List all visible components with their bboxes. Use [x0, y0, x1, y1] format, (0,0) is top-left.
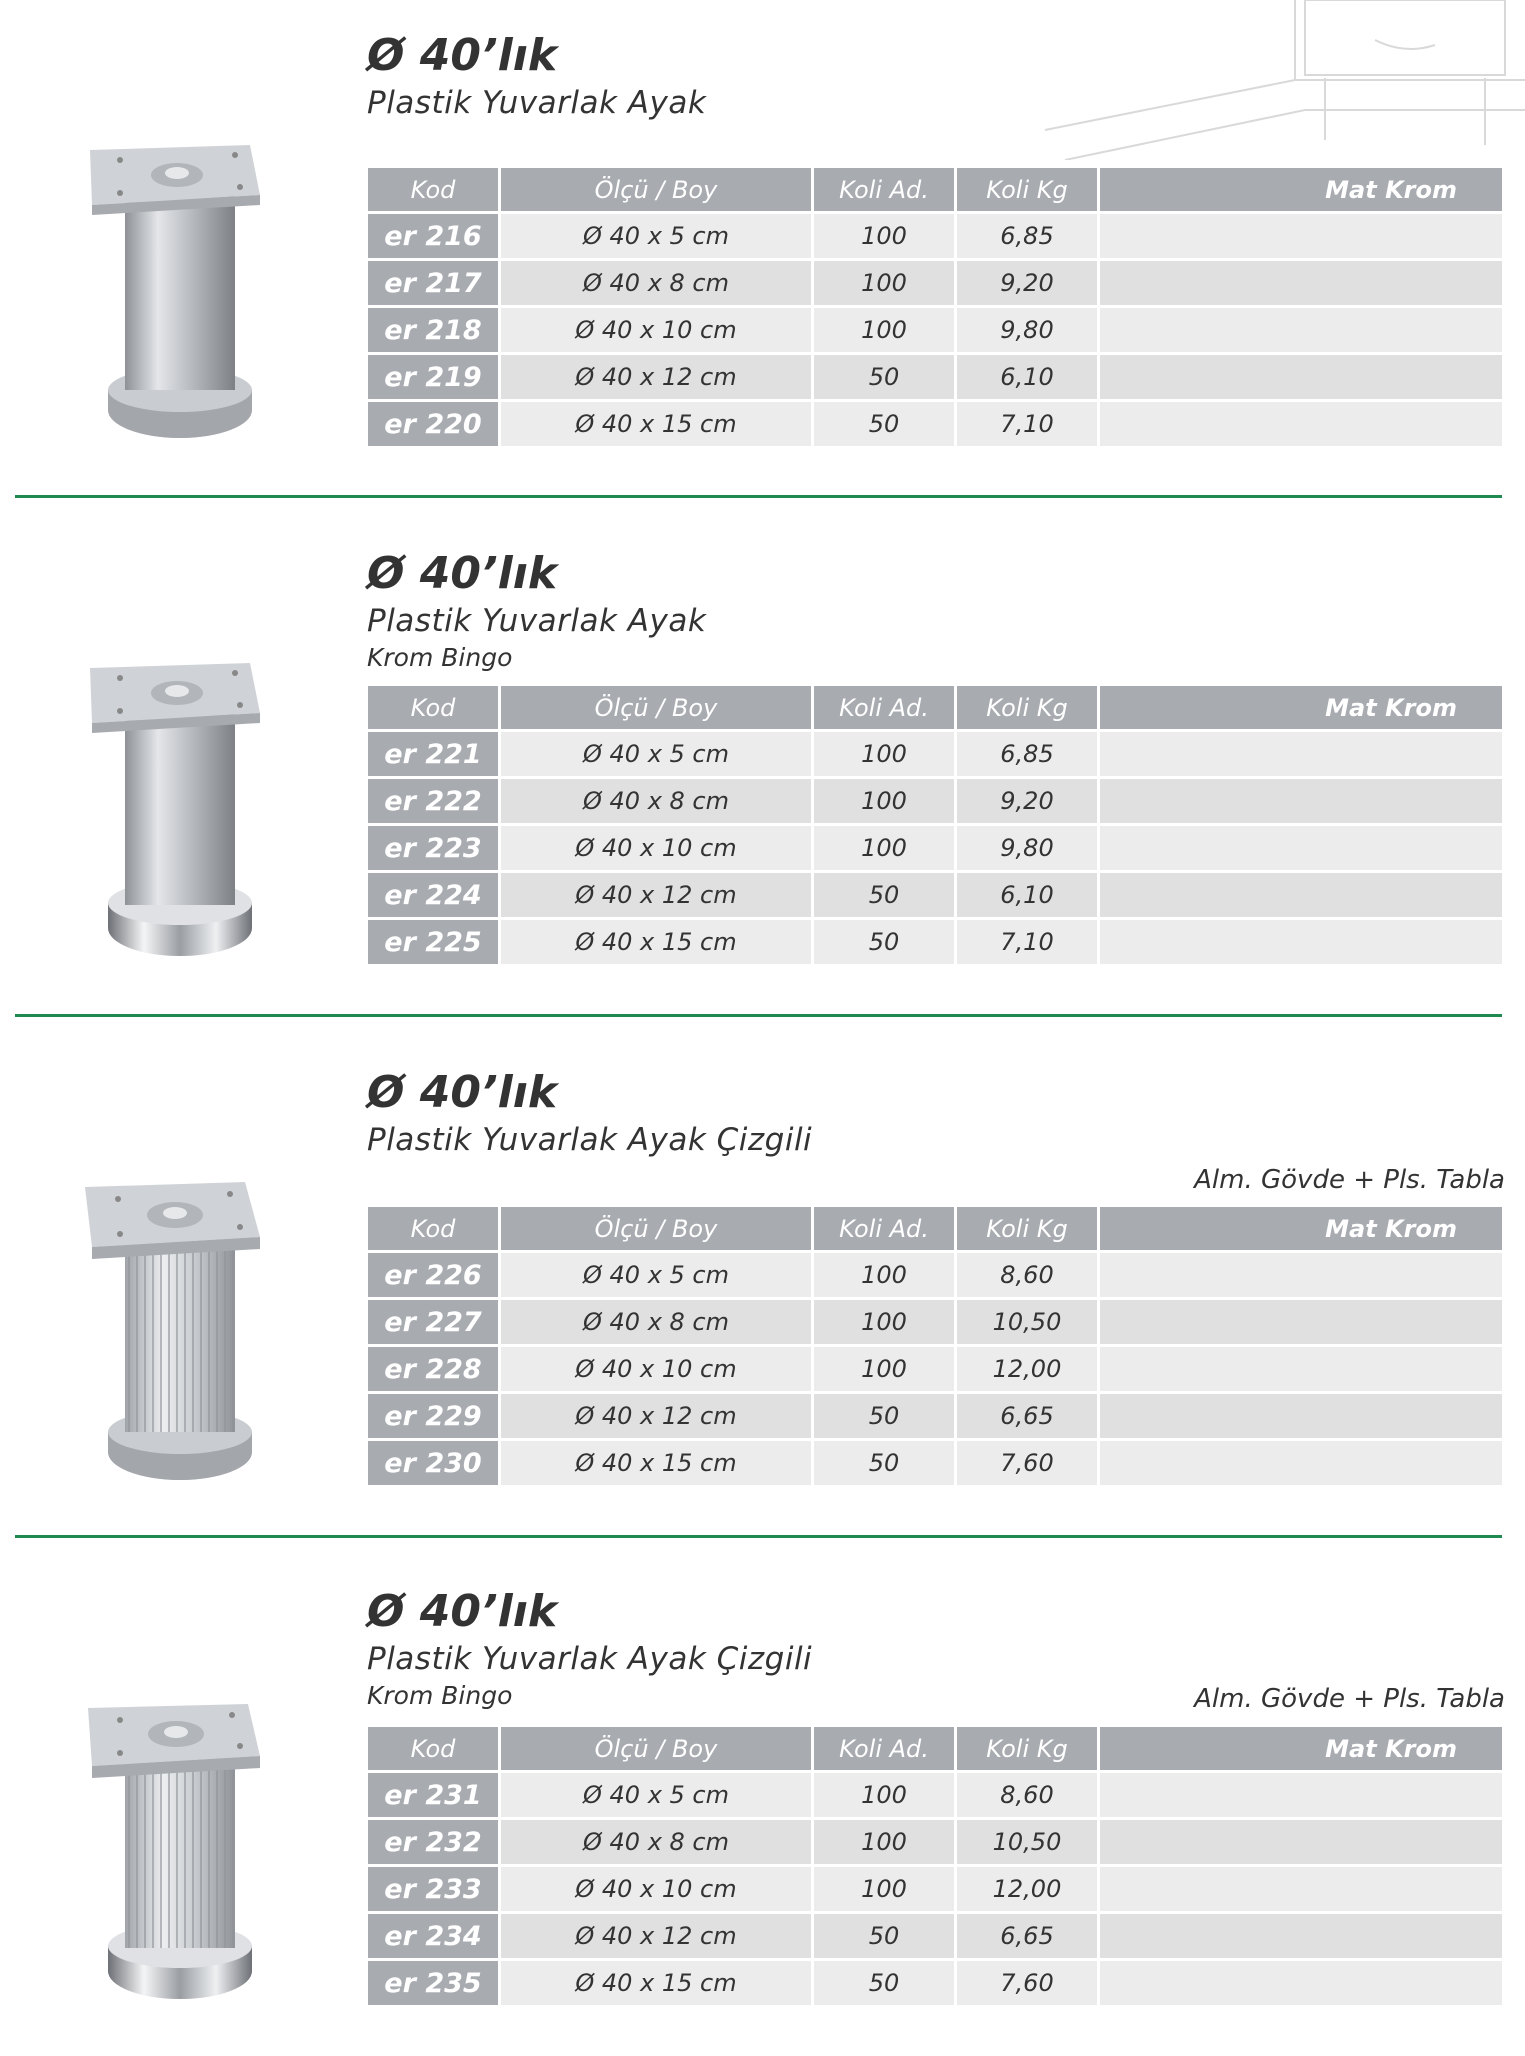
section-divider	[15, 1014, 1502, 1017]
col-header-code: Kod	[368, 1727, 498, 1770]
row-kg: 10,50	[957, 1820, 1097, 1864]
row-kg: 10,50	[957, 1300, 1097, 1344]
ribbed-leg-chrome-icon	[80, 1696, 280, 2016]
product-section-3	[0, 1037, 1525, 1537]
table-header-row	[368, 686, 1502, 729]
row-qty: 50	[814, 1961, 954, 2005]
row-finish	[1100, 1773, 1502, 1817]
row-qty: 100	[814, 826, 954, 870]
col-header-qty: Koli Ad.	[814, 1207, 954, 1250]
row-qty: 50	[814, 1441, 954, 1485]
col-header-finish: Mat Krom	[1100, 686, 1502, 729]
row-code: er 234	[368, 1914, 498, 1958]
row-kg: 9,20	[957, 261, 1097, 305]
section-title: Ø 40’lık	[367, 1586, 558, 1637]
row-size: Ø 40 x 10 cm	[501, 1347, 811, 1391]
row-kg: 6,10	[957, 355, 1097, 399]
section-note: Alm. Gövde + Pls. Tabla	[1194, 1684, 1505, 1714]
row-finish	[1100, 1820, 1502, 1864]
row-size: Ø 40 x 15 cm	[501, 1441, 811, 1485]
section-variant: Krom Bingo	[367, 643, 513, 672]
row-kg: 7,10	[957, 402, 1097, 446]
table-row	[368, 1300, 1502, 1344]
row-qty: 100	[814, 779, 954, 823]
row-finish	[1100, 1441, 1502, 1485]
col-header-code: Kod	[368, 1207, 498, 1250]
row-code: er 233	[368, 1867, 498, 1911]
table-row	[368, 308, 1502, 352]
row-kg: 6,85	[957, 732, 1097, 776]
row-code: er 235	[368, 1961, 498, 2005]
row-code: er 219	[368, 355, 498, 399]
row-finish	[1100, 261, 1502, 305]
row-kg: 7,60	[957, 1441, 1097, 1485]
row-size: Ø 40 x 8 cm	[501, 1820, 811, 1864]
col-header-size: Ölçü / Boy	[501, 1727, 811, 1770]
row-kg: 7,10	[957, 920, 1097, 964]
row-qty: 100	[814, 1867, 954, 1911]
row-qty: 100	[814, 1253, 954, 1297]
section-title: Ø 40’lık	[367, 548, 558, 599]
col-header-qty: Koli Ad.	[814, 686, 954, 729]
spec-table	[365, 1724, 1505, 2008]
row-code: er 224	[368, 873, 498, 917]
row-qty: 100	[814, 1820, 954, 1864]
product-section-2	[0, 518, 1525, 1018]
col-header-kg: Koli Kg	[957, 1207, 1097, 1250]
col-header-kg: Koli Kg	[957, 1727, 1097, 1770]
row-kg: 6,65	[957, 1914, 1097, 1958]
row-qty: 50	[814, 920, 954, 964]
row-size: Ø 40 x 10 cm	[501, 1867, 811, 1911]
row-size: Ø 40 x 12 cm	[501, 1914, 811, 1958]
col-header-finish: Mat Krom	[1100, 1727, 1502, 1770]
section-divider	[15, 495, 1502, 498]
row-kg: 9,80	[957, 308, 1097, 352]
col-header-finish: Mat Krom	[1100, 168, 1502, 211]
row-code: er 226	[368, 1253, 498, 1297]
product-section-4	[0, 1556, 1525, 2056]
row-qty: 100	[814, 214, 954, 258]
row-code: er 222	[368, 779, 498, 823]
row-kg: 7,60	[957, 1961, 1097, 2005]
row-finish	[1100, 1961, 1502, 2005]
row-size: Ø 40 x 5 cm	[501, 214, 811, 258]
table-header-row	[368, 168, 1502, 211]
row-code: er 218	[368, 308, 498, 352]
table-row	[368, 920, 1502, 964]
product-section-1	[0, 0, 1525, 500]
col-header-qty: Koli Ad.	[814, 1727, 954, 1770]
spec-table	[365, 1204, 1505, 1488]
row-size: Ø 40 x 12 cm	[501, 355, 811, 399]
col-header-kg: Koli Kg	[957, 686, 1097, 729]
row-kg: 12,00	[957, 1867, 1097, 1911]
table-row	[368, 1347, 1502, 1391]
table-row	[368, 1394, 1502, 1438]
col-header-code: Kod	[368, 686, 498, 729]
row-finish	[1100, 873, 1502, 917]
row-code: er 231	[368, 1773, 498, 1817]
plain-leg-chrome-icon	[80, 653, 280, 973]
table-row	[368, 1961, 1502, 2005]
row-code: er 232	[368, 1820, 498, 1864]
row-finish	[1100, 402, 1502, 446]
col-header-size: Ölçü / Boy	[501, 686, 811, 729]
row-finish	[1100, 355, 1502, 399]
row-finish	[1100, 732, 1502, 776]
row-kg: 9,20	[957, 779, 1097, 823]
row-size: Ø 40 x 8 cm	[501, 779, 811, 823]
col-header-finish: Mat Krom	[1100, 1207, 1502, 1250]
spec-table	[365, 683, 1505, 967]
row-size: Ø 40 x 15 cm	[501, 402, 811, 446]
col-header-qty: Koli Ad.	[814, 168, 954, 211]
row-size: Ø 40 x 10 cm	[501, 308, 811, 352]
spec-table	[365, 165, 1505, 449]
row-code: er 230	[368, 1441, 498, 1485]
row-size: Ø 40 x 8 cm	[501, 261, 811, 305]
row-qty: 50	[814, 402, 954, 446]
col-header-size: Ölçü / Boy	[501, 1207, 811, 1250]
row-code: er 229	[368, 1394, 498, 1438]
table-row	[368, 402, 1502, 446]
row-qty: 50	[814, 1914, 954, 1958]
row-size: Ø 40 x 5 cm	[501, 1253, 811, 1297]
table-row	[368, 1820, 1502, 1864]
col-header-size: Ölçü / Boy	[501, 168, 811, 211]
row-size: Ø 40 x 15 cm	[501, 1961, 811, 2005]
table-row	[368, 1253, 1502, 1297]
col-header-kg: Koli Kg	[957, 168, 1097, 211]
row-qty: 100	[814, 261, 954, 305]
row-size: Ø 40 x 15 cm	[501, 920, 811, 964]
row-code: er 221	[368, 732, 498, 776]
row-code: er 228	[368, 1347, 498, 1391]
row-finish	[1100, 920, 1502, 964]
table-row	[368, 1867, 1502, 1911]
table-row	[368, 355, 1502, 399]
row-kg: 8,60	[957, 1773, 1097, 1817]
row-qty: 100	[814, 1300, 954, 1344]
row-kg: 6,10	[957, 873, 1097, 917]
table-header-row	[368, 1727, 1502, 1770]
row-code: er 223	[368, 826, 498, 870]
table-row	[368, 1914, 1502, 1958]
table-row	[368, 1773, 1502, 1817]
row-code: er 227	[368, 1300, 498, 1344]
section-divider	[15, 1535, 1502, 1538]
row-size: Ø 40 x 12 cm	[501, 1394, 811, 1438]
row-finish	[1100, 779, 1502, 823]
table-row	[368, 1441, 1502, 1485]
section-title: Ø 40’lık	[367, 30, 558, 81]
section-note: Alm. Gövde + Pls. Tabla	[1194, 1165, 1505, 1195]
row-size: Ø 40 x 10 cm	[501, 826, 811, 870]
row-finish	[1100, 214, 1502, 258]
section-title: Ø 40’lık	[367, 1067, 558, 1118]
row-finish	[1100, 1300, 1502, 1344]
row-finish	[1100, 1253, 1502, 1297]
section-subtitle: Plastik Yuvarlak Ayak Çizgili	[367, 1122, 813, 1158]
section-variant: Krom Bingo	[367, 1681, 513, 1710]
row-finish	[1100, 1914, 1502, 1958]
row-kg: 6,65	[957, 1394, 1097, 1438]
table-row	[368, 214, 1502, 258]
row-kg: 9,80	[957, 826, 1097, 870]
row-finish	[1100, 1867, 1502, 1911]
section-subtitle: Plastik Yuvarlak Ayak Çizgili	[367, 1641, 813, 1677]
ribbed-leg-icon	[80, 1177, 280, 1497]
table-row	[368, 873, 1502, 917]
row-qty: 100	[814, 1773, 954, 1817]
row-qty: 100	[814, 308, 954, 352]
col-header-code: Kod	[368, 168, 498, 211]
section-subtitle: Plastik Yuvarlak Ayak	[367, 603, 707, 639]
row-finish	[1100, 308, 1502, 352]
row-finish	[1100, 1347, 1502, 1391]
row-qty: 50	[814, 1394, 954, 1438]
plain-leg-icon	[80, 135, 280, 455]
row-size: Ø 40 x 5 cm	[501, 1773, 811, 1817]
row-finish	[1100, 1394, 1502, 1438]
row-code: er 217	[368, 261, 498, 305]
row-size: Ø 40 x 8 cm	[501, 1300, 811, 1344]
row-qty: 50	[814, 355, 954, 399]
table-row	[368, 261, 1502, 305]
row-qty: 100	[814, 1347, 954, 1391]
row-qty: 50	[814, 873, 954, 917]
row-kg: 6,85	[957, 214, 1097, 258]
row-code: er 216	[368, 214, 498, 258]
table-row	[368, 779, 1502, 823]
row-code: er 225	[368, 920, 498, 964]
row-size: Ø 40 x 12 cm	[501, 873, 811, 917]
row-finish	[1100, 826, 1502, 870]
row-kg: 12,00	[957, 1347, 1097, 1391]
row-kg: 8,60	[957, 1253, 1097, 1297]
table-row	[368, 732, 1502, 776]
table-row	[368, 826, 1502, 870]
row-qty: 100	[814, 732, 954, 776]
row-code: er 220	[368, 402, 498, 446]
row-size: Ø 40 x 5 cm	[501, 732, 811, 776]
table-header-row	[368, 1207, 1502, 1250]
section-subtitle: Plastik Yuvarlak Ayak	[367, 85, 707, 121]
